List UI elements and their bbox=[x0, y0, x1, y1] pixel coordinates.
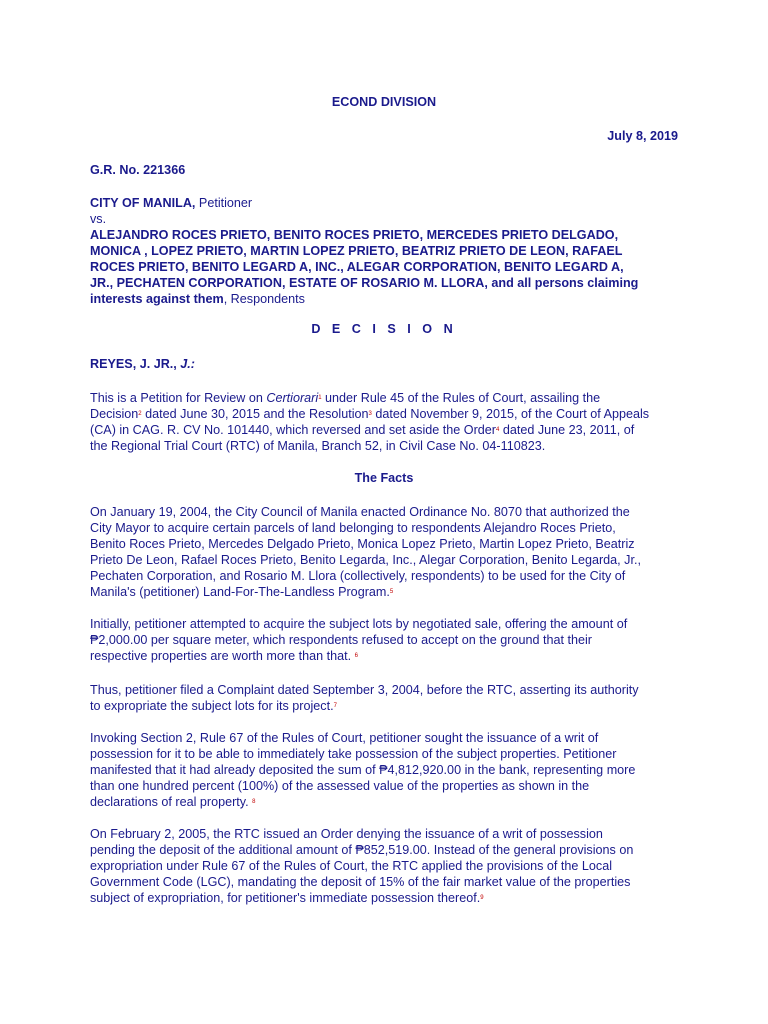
paragraph-rtc-order: On February 2, 2005, the RTC issued an Order denying the issuance of a writ of possession pending the deposit of the additional amount of ₱852,519.00. Instead of the general provisions on expropriation under Rule 67 of the Rules of Court, the RTC applied the provisions of the Local Government Code (LGC), mandating the deposit of 15% of the fair market value of the properties subject of expropriation, for petitioner's immediate possession thereof.$^9$ bbox=[90, 827, 634, 905]
footnote-link[interactable]: 8 bbox=[252, 799, 256, 805]
paragraph-writ-of-possession: Invoking Section 2, Rule 67 of the Rules of Court, petitioner sought the issuance of a writ of possession for it to be able to immediately take possession of the subject properties. Petitioner manifested that it had already deposited the sum of ₱4,812,920.00 in the bank, representing more than one hundred percent (100%) of the assessed value of the properties as shown in the declarations of real property. $^8$ bbox=[90, 731, 636, 809]
respondents-line: ROCES PRIETO, BENITO LEGARD A, INC., ALEGAR CORPORATION, BENITO LEGARD A, bbox=[90, 260, 624, 274]
footnote-link[interactable]: 2 bbox=[138, 411, 142, 417]
paragraph-ordinance: On January 19, 2004, the City Council of Manila enacted Ordinance No. 8070 that authorized the City Mayor to acquire certain parcels of land belonging to respondents Alejandro Roces Prieto, Benito Roces Prieto, Mercedes Delgado Prieto, Monica Lopez Prieto, Martin Lopez Prieto, Beatriz Prieto De Leon, Rafael Roces Prieto, Benito Legarda, Inc., Alegar Corporation, Benito Legarda, Jr., Pechaten Corporation, and Rosario M. Llora (collectively, respondents) to be used for the City of Manila's (petitioner) Land-For-The-Landless Program.$^5$ bbox=[90, 505, 641, 599]
respondents-line: MONICA , LOPEZ PRIETO, MARTIN LOPEZ PRIETO, BEATRIZ PRIETO DE LEON, RAFAEL bbox=[90, 244, 623, 258]
respondents-line: ALEJANDRO ROCES PRIETO, BENITO ROCES PRIETO, MERCEDES PRIETO DELGADO, bbox=[90, 228, 619, 242]
footnote-link[interactable]: 3 bbox=[368, 411, 372, 417]
footnote-link[interactable]: 4 bbox=[495, 427, 500, 433]
case-parties bbox=[90, 195, 678, 307]
paragraph-petition: This is a Petition for Review on Certiorari$^1$ under Rule 45 of the Rules of Court, assailing the Decision$^2$ dated June 30, 2015 and the Resolution$^3$ dated November 9, 2015, of the Court of Appeals (CA) in CAG. R. CV No. 101440, which reversed and set aside the Order$^4$ dated June 23, 2011, of the Regional Trial Court (RTC) of Manila, Branch 52, in Civil Case No. 04-110823. bbox=[90, 391, 650, 453]
decision-date: July 8, 2019 bbox=[607, 129, 678, 143]
footnote-link[interactable]: 6 bbox=[354, 653, 358, 659]
footnote-link[interactable]: 7 bbox=[333, 703, 337, 709]
respondents-line: JR., PECHATEN CORPORATION, ESTATE OF ROSARIO M. LLORA, and all persons claiming bbox=[90, 276, 639, 290]
facts-heading: The Facts bbox=[354, 471, 414, 485]
petitioner-line: CITY OF MANILA, Petitioner bbox=[90, 196, 253, 210]
paragraph-complaint: Thus, petitioner filed a Complaint dated September 3, 2004, before the RTC, asserting its authority to expropriate the subject lots for its project.$^7$ bbox=[90, 683, 639, 713]
footnote-link[interactable]: 9 bbox=[480, 895, 484, 901]
division-heading: ECOND DIVISION bbox=[331, 95, 437, 109]
decision-heading: D E C I S I O N bbox=[311, 322, 457, 336]
paragraph-negotiated-sale: Initially, petitioner attempted to acquire the subject lots by negotiated sale, offering the amount of ₱2,000.00 per square meter, which respondents refused to accept on the ground that their respective properties are worth more than that. $^6$ bbox=[90, 617, 628, 663]
versus: vs. bbox=[90, 212, 107, 226]
footnote-link[interactable]: 1 bbox=[318, 395, 322, 401]
ponente: REYES, J. JR., J.: bbox=[90, 357, 195, 371]
respondents-line: interests against them, Respondents bbox=[90, 292, 305, 306]
gr-number: G.R. No. 221366 bbox=[90, 163, 186, 177]
footnote-link[interactable]: 5 bbox=[389, 589, 394, 595]
